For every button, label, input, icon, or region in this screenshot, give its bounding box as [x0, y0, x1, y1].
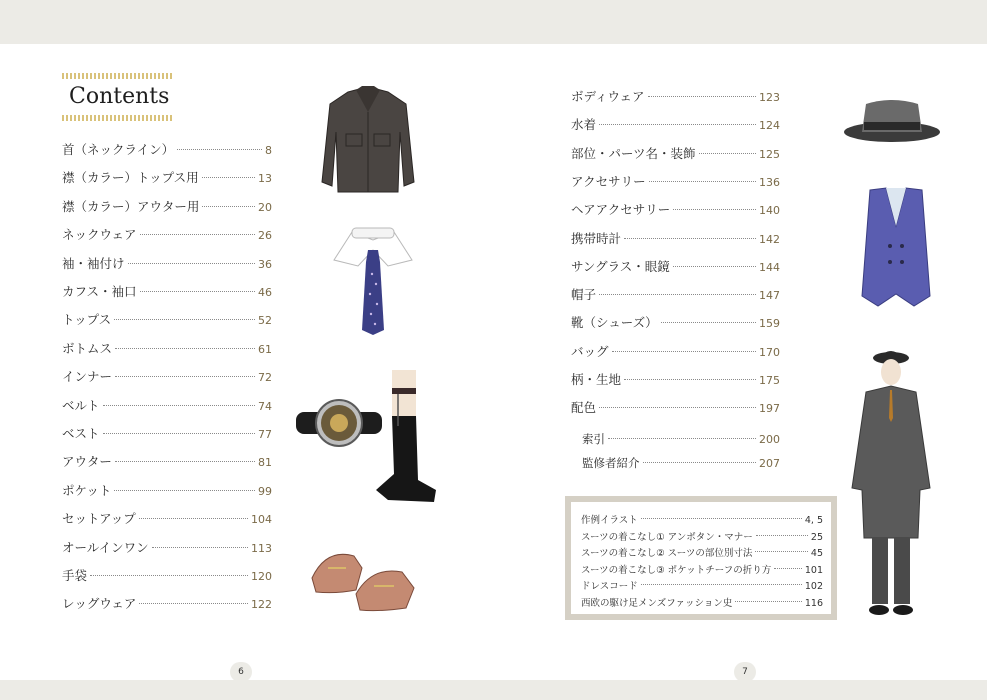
box-toc-entry-label: ドレスコード [581, 581, 638, 592]
sub-toc-entry-label: 索引 [582, 432, 605, 446]
left-toc-entry-page: 52 [258, 314, 272, 328]
box-toc-entry-label: スーツの着こなし③ ポケットチーフの折り方 [581, 564, 772, 576]
right-toc-entry-page: 125 [759, 147, 780, 161]
left-toc-entry-label: ネックウェア [62, 227, 137, 243]
leader-dots [612, 351, 756, 352]
left-toc-entry-label: カフス・袖口 [62, 284, 137, 299]
left-toc-entry-label: 袖・袖付け [62, 255, 125, 271]
right-toc-entry [571, 229, 780, 247]
box-toc-entry-page: 4, 5 [804, 515, 823, 526]
right-toc-entry-label: サングラス・眼鏡 [571, 258, 670, 274]
right-toc-entry-page: 124 [759, 119, 780, 133]
leader-dots [177, 149, 262, 150]
right-toc-entry-label: 配色 [571, 400, 597, 416]
left-toc-entry [62, 310, 272, 328]
left-toc-entry-label: インナー [62, 369, 113, 385]
box-toc-entry [581, 529, 823, 543]
left-toc-entry [62, 452, 272, 470]
leader-dots [103, 433, 255, 434]
right-toc-entry-page: 159 [759, 317, 780, 331]
waistcoat-illustration [860, 186, 932, 308]
left-toc-entry-label: ベスト [62, 426, 100, 441]
right-toc-entry [571, 398, 780, 416]
right-toc-entry-page: 142 [759, 232, 780, 246]
right-toc-entry [571, 87, 780, 105]
right-toc-entry-label: 帽子 [571, 287, 597, 303]
leader-dots [699, 153, 756, 154]
left-toc-entry-page: 13 [258, 172, 272, 186]
left-toc-entry-page: 81 [258, 456, 272, 470]
garter-sock-illustration [368, 370, 438, 504]
leader-dots [115, 348, 255, 349]
leader-dots [641, 584, 802, 585]
right-toc-entry-label: バッグ [571, 343, 609, 359]
right-toc-entry-label: ヘアアクセサリー [571, 202, 671, 218]
leader-dots [114, 490, 255, 491]
right-toc-entry-page: 140 [759, 204, 780, 218]
leader-dots [139, 518, 248, 519]
leader-dots [648, 96, 756, 97]
leader-dots [643, 462, 757, 463]
left-toc-entry-page: 99 [258, 484, 272, 498]
left-toc-entry-label: 手袋 [62, 568, 88, 583]
box-toc-entry [581, 595, 823, 609]
left-toc-entry [62, 481, 272, 499]
left-toc-entry [62, 254, 272, 272]
left-toc-entry-label: ボトムス [62, 340, 113, 356]
sub-toc-entry-label: 監修者紹介 [582, 456, 640, 470]
left-toc-entry-page: 46 [258, 286, 272, 299]
right-toc-entry-page: 144 [759, 260, 780, 274]
leader-dots [115, 461, 255, 462]
box-toc-entry [581, 562, 823, 576]
left-toc-entry-label: 襟（カラー）トップス用 [62, 170, 199, 186]
left-toc-entry-label: セットアップ [62, 511, 136, 527]
box-toc-entry-label: スーツの着こなし① アンボタン・マナー [581, 531, 753, 543]
leader-dots [673, 266, 756, 267]
left-toc-entry-page: 122 [251, 598, 272, 612]
left-toc-entry-label: レッグウェア [62, 596, 137, 612]
left-toc-entry [62, 197, 272, 215]
left-toc-entry [62, 538, 272, 556]
left-toc-entry [62, 566, 272, 584]
left-toc-entry [62, 282, 272, 300]
left-toc-entry-page: 120 [251, 570, 272, 583]
sub-toc-entry-page: 207 [759, 457, 780, 470]
box-toc-entry [581, 578, 823, 592]
leader-dots [735, 601, 802, 602]
left-toc-entry-page: 104 [251, 513, 272, 527]
sub-toc-entry-page: 200 [759, 433, 780, 446]
leader-dots [128, 263, 255, 264]
left-toc-entry-page: 8 [265, 144, 272, 157]
right-toc-entry-page: 170 [759, 345, 780, 359]
left-toc-entry-label: トップス [62, 312, 112, 328]
box-toc-entry-page: 25 [810, 531, 823, 543]
page-number-right: 7 [734, 662, 756, 682]
left-toc-entry-page: 77 [258, 428, 272, 441]
left-toc-entry-page: 113 [251, 541, 272, 555]
leader-dots [608, 438, 756, 439]
leader-dots [599, 407, 756, 408]
right-toc-entry [571, 257, 780, 275]
left-toc-entry [62, 509, 272, 527]
leader-dots [103, 405, 255, 406]
left-toc-entry-label: ポケット [62, 482, 112, 498]
leader-dots [755, 551, 808, 552]
right-toc-entry [571, 285, 780, 303]
leader-dots [599, 124, 756, 125]
leader-dots [641, 518, 802, 519]
man-in-coat-illustration [846, 348, 936, 620]
left-toc-entry-label: 首（ネックライン） [62, 142, 175, 157]
leader-dots [152, 547, 248, 548]
leader-dots [115, 376, 255, 377]
left-toc-entry-label: オールインワン [62, 539, 149, 555]
left-toc-entry [62, 140, 272, 158]
page-title: Contents [69, 84, 170, 109]
left-toc-entry [62, 396, 272, 414]
right-toc-entry [571, 342, 780, 360]
right-toc-entry-page: 175 [759, 374, 780, 387]
bottom-band [0, 680, 987, 700]
jacket-illustration [318, 82, 418, 200]
title-decoration-top [62, 73, 173, 79]
page-number-left: 6 [230, 662, 252, 682]
hat-illustration [842, 96, 942, 144]
right-toc-entry-label: 部位・パーツ名・装飾 [571, 145, 696, 161]
left-toc-entry [62, 225, 272, 243]
right-toc-entry-page: 136 [759, 175, 780, 189]
leader-dots [624, 238, 756, 239]
leader-dots [140, 291, 255, 292]
box-toc-entry-page: 102 [804, 581, 823, 592]
left-toc-entry [62, 424, 272, 442]
left-toc-entry [62, 339, 272, 357]
right-toc-entry-page: 197 [759, 402, 780, 416]
right-toc-entry [571, 200, 780, 218]
left-toc-entry-label: 襟（カラー）アウター用 [62, 198, 200, 214]
leader-dots [599, 294, 756, 295]
title-decoration-bottom [62, 115, 173, 121]
right-toc-entry [571, 115, 780, 133]
loafers-illustration [306, 538, 426, 613]
leader-dots [673, 209, 756, 210]
box-toc-entry-label: 西欧の駆け足メンズファッション史 [581, 597, 733, 609]
left-toc-entry-page: 61 [258, 342, 272, 356]
sub-toc-entry [582, 455, 780, 471]
right-toc-entry [571, 172, 780, 190]
left-toc-entry-page: 20 [258, 200, 272, 214]
left-toc-entry-page: 74 [258, 399, 272, 413]
leader-dots [774, 568, 802, 569]
box-toc-entry [581, 512, 823, 526]
leader-dots [90, 575, 248, 576]
leader-dots [114, 319, 255, 320]
right-toc-entry-label: 携帯時計 [571, 230, 622, 246]
left-toc-entry-page: 36 [258, 257, 272, 271]
right-toc-entry [571, 144, 780, 162]
sub-toc-entry [582, 431, 780, 447]
leader-dots [624, 379, 756, 380]
leader-dots [202, 177, 255, 178]
leader-dots [756, 535, 808, 536]
right-toc-entry-label: 水着 [571, 117, 597, 133]
right-toc-entry-label: アクセサリー [571, 173, 646, 189]
right-toc-entry-label: 靴（シューズ） [571, 315, 658, 331]
column-box-inner [571, 502, 831, 614]
box-toc-entry-page: 101 [804, 564, 823, 576]
left-toc-entry-label: アウター [62, 454, 112, 470]
box-toc-entry-page: 116 [804, 597, 823, 609]
left-toc-entry-page: 26 [258, 229, 272, 243]
box-toc-entry-page: 45 [810, 548, 823, 559]
box-toc-entry [581, 545, 823, 559]
right-toc-entry-page: 147 [759, 289, 780, 303]
right-toc-entry [571, 370, 780, 388]
leader-dots [140, 234, 255, 235]
top-band [0, 0, 987, 44]
shirt-and-tie-illustration [330, 222, 416, 337]
left-toc-entry-label: ベルト [62, 397, 100, 413]
box-toc-entry-label: スーツの着こなし② スーツの部位別寸法 [581, 548, 753, 559]
right-toc-entry-label: ボディウェア [571, 89, 645, 104]
leader-dots [649, 181, 756, 182]
box-toc-entry-label: 作例イラスト [581, 515, 638, 526]
left-toc-entry-page: 72 [258, 371, 272, 385]
right-toc-entry [571, 313, 780, 331]
right-toc-entry-page: 123 [759, 91, 780, 104]
left-toc-entry [62, 594, 272, 612]
column-box [565, 496, 837, 620]
leader-dots [661, 322, 756, 323]
leader-dots [139, 603, 248, 604]
left-toc-entry [62, 168, 272, 186]
right-toc-entry-label: 柄・生地 [571, 372, 622, 387]
left-toc-entry [62, 367, 272, 385]
leader-dots [202, 206, 255, 207]
